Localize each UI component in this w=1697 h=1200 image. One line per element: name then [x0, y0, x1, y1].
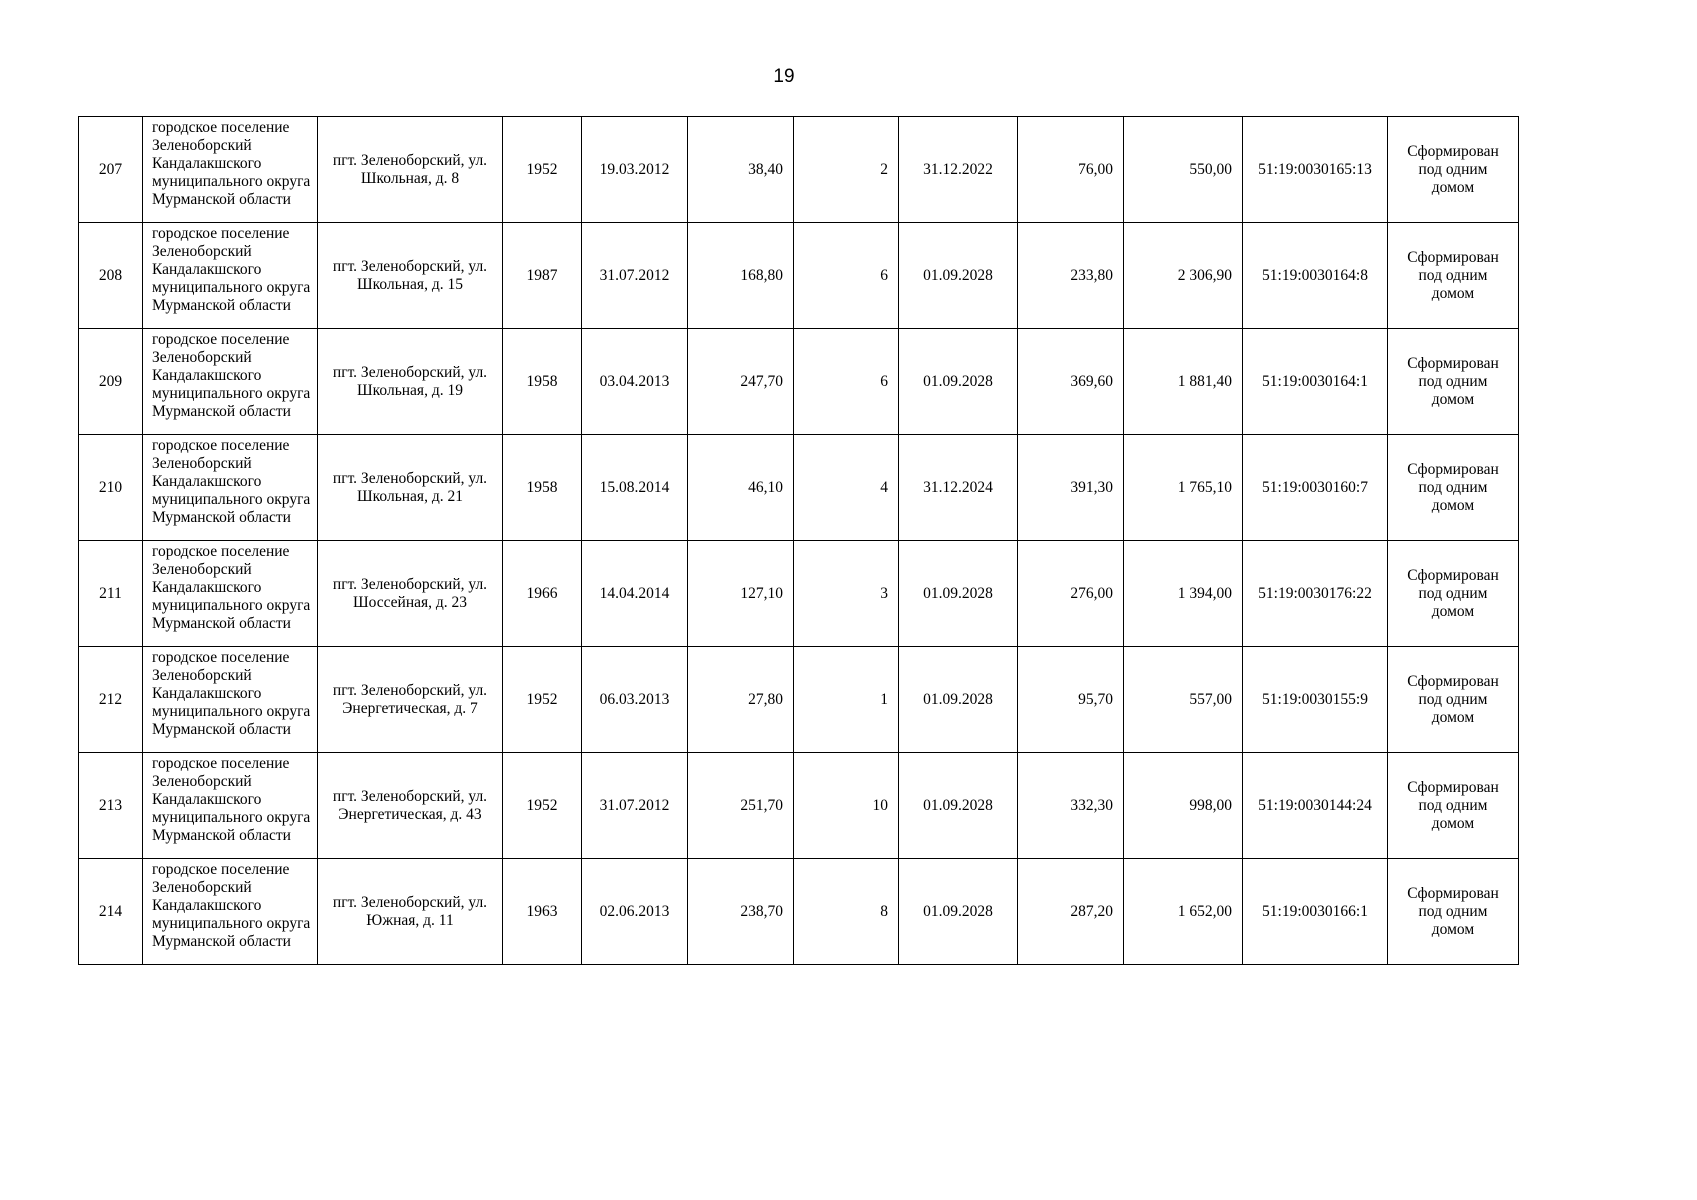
status-cell: Сформирован под одним домом [1388, 117, 1519, 223]
area2-cell: 391,30 [1018, 435, 1124, 541]
address-cell: пгт. Зеленоборский, ул. Южная, д. 11 [318, 859, 503, 965]
date-cell: 19.03.2012 [582, 117, 688, 223]
land-area-cell: 1 652,00 [1124, 859, 1243, 965]
status-cell: Сформирован под одним домом [1388, 859, 1519, 965]
year-cell: 1952 [503, 753, 582, 859]
land-area-cell: 1 765,10 [1124, 435, 1243, 541]
residents-cell: 4 [794, 435, 899, 541]
area2-cell: 276,00 [1018, 541, 1124, 647]
address-cell: пгт. Зеленоборский, ул. Энергетическая, д. 7 [318, 647, 503, 753]
land-area-cell: 550,00 [1124, 117, 1243, 223]
area2-cell: 233,80 [1018, 223, 1124, 329]
year-cell: 1958 [503, 435, 582, 541]
deadline-cell: 01.09.2028 [899, 541, 1018, 647]
residents-cell: 1 [794, 647, 899, 753]
date-cell: 31.07.2012 [582, 223, 688, 329]
municipality-cell: городское поселение Зеленоборский Кандалакшского муниципального округа Мурманской области [143, 329, 318, 435]
area-cell: 251,70 [688, 753, 794, 859]
residents-cell: 8 [794, 859, 899, 965]
table-row [79, 647, 1519, 753]
area2-cell: 76,00 [1018, 117, 1124, 223]
status-cell: Сформирован под одним домом [1388, 541, 1519, 647]
area2-cell: 95,70 [1018, 647, 1124, 753]
cadastral-number-cell: 51:19:0030165:13 [1243, 117, 1388, 223]
address-cell: пгт. Зеленоборский, ул. Школьная, д. 8 [318, 117, 503, 223]
status-cell: Сформирован под одним домом [1388, 223, 1519, 329]
status-cell: Сформирован под одним домом [1388, 753, 1519, 859]
municipality-cell: городское поселение Зеленоборский Кандалакшского муниципального округа Мурманской области [143, 435, 318, 541]
table-row [79, 435, 1519, 541]
residents-cell: 6 [794, 329, 899, 435]
row-number-cell: 212 [79, 647, 143, 753]
row-number-cell: 214 [79, 859, 143, 965]
area-cell: 46,10 [688, 435, 794, 541]
date-cell: 14.04.2014 [582, 541, 688, 647]
residents-cell: 10 [794, 753, 899, 859]
land-area-cell: 1 881,40 [1124, 329, 1243, 435]
year-cell: 1966 [503, 541, 582, 647]
date-cell: 15.08.2014 [582, 435, 688, 541]
row-number-cell: 208 [79, 223, 143, 329]
deadline-cell: 31.12.2022 [899, 117, 1018, 223]
address-cell: пгт. Зеленоборский, ул. Школьная, д. 21 [318, 435, 503, 541]
deadline-cell: 31.12.2024 [899, 435, 1018, 541]
municipality-cell: городское поселение Зеленоборский Кандалакшского муниципального округа Мурманской области [143, 223, 318, 329]
area-cell: 247,70 [688, 329, 794, 435]
status-cell: Сформирован под одним домом [1388, 647, 1519, 753]
row-number-cell: 207 [79, 117, 143, 223]
cadastral-number-cell: 51:19:0030155:9 [1243, 647, 1388, 753]
area-cell: 27,80 [688, 647, 794, 753]
year-cell: 1952 [503, 647, 582, 753]
table-body [79, 117, 1519, 965]
date-cell: 02.06.2013 [582, 859, 688, 965]
municipality-cell: городское поселение Зеленоборский Кандалакшского муниципального округа Мурманской области [143, 753, 318, 859]
residents-cell: 3 [794, 541, 899, 647]
municipality-cell: городское поселение Зеленоборский Кандалакшского муниципального округа Мурманской области [143, 859, 318, 965]
table-row [79, 223, 1519, 329]
address-cell: пгт. Зеленоборский, ул. Шоссейная, д. 23 [318, 541, 503, 647]
area-cell: 127,10 [688, 541, 794, 647]
table-row [79, 859, 1519, 965]
deadline-cell: 01.09.2028 [899, 329, 1018, 435]
row-number-cell: 211 [79, 541, 143, 647]
cadastral-number-cell: 51:19:0030144:24 [1243, 753, 1388, 859]
row-number-cell: 213 [79, 753, 143, 859]
deadline-cell: 01.09.2028 [899, 859, 1018, 965]
area-cell: 38,40 [688, 117, 794, 223]
address-cell: пгт. Зеленоборский, ул. Школьная, д. 15 [318, 223, 503, 329]
table-row [79, 753, 1519, 859]
area2-cell: 332,30 [1018, 753, 1124, 859]
land-area-cell: 2 306,90 [1124, 223, 1243, 329]
municipality-cell: городское поселение Зеленоборский Кандалакшского муниципального округа Мурманской области [143, 647, 318, 753]
deadline-cell: 01.09.2028 [899, 753, 1018, 859]
page-number: 19 [773, 66, 795, 87]
table-row [79, 329, 1519, 435]
residents-cell: 6 [794, 223, 899, 329]
status-cell: Сформирован под одним домом [1388, 329, 1519, 435]
area2-cell: 369,60 [1018, 329, 1124, 435]
year-cell: 1987 [503, 223, 582, 329]
table-row [79, 117, 1519, 223]
cadastral-number-cell: 51:19:0030160:7 [1243, 435, 1388, 541]
date-cell: 03.04.2013 [582, 329, 688, 435]
table-row [79, 541, 1519, 647]
cadastral-number-cell: 51:19:0030166:1 [1243, 859, 1388, 965]
residents-cell: 2 [794, 117, 899, 223]
row-number-cell: 210 [79, 435, 143, 541]
deadline-cell: 01.09.2028 [899, 647, 1018, 753]
year-cell: 1963 [503, 859, 582, 965]
year-cell: 1952 [503, 117, 582, 223]
area-cell: 168,80 [688, 223, 794, 329]
land-area-cell: 557,00 [1124, 647, 1243, 753]
cadastral-number-cell: 51:19:0030164:1 [1243, 329, 1388, 435]
cadastral-number-cell: 51:19:0030164:8 [1243, 223, 1388, 329]
municipality-cell: городское поселение Зеленоборский Кандалакшского муниципального округа Мурманской области [143, 117, 318, 223]
address-cell: пгт. Зеленоборский, ул. Школьная, д. 19 [318, 329, 503, 435]
municipality-cell: городское поселение Зеленоборский Кандалакшского муниципального округа Мурманской области [143, 541, 318, 647]
land-area-cell: 998,00 [1124, 753, 1243, 859]
year-cell: 1958 [503, 329, 582, 435]
housing-registry-table [78, 116, 1519, 965]
date-cell: 06.03.2013 [582, 647, 688, 753]
date-cell: 31.07.2012 [582, 753, 688, 859]
status-cell: Сформирован под одним домом [1388, 435, 1519, 541]
area2-cell: 287,20 [1018, 859, 1124, 965]
cadastral-number-cell: 51:19:0030176:22 [1243, 541, 1388, 647]
land-area-cell: 1 394,00 [1124, 541, 1243, 647]
address-cell: пгт. Зеленоборский, ул. Энергетическая, д. 43 [318, 753, 503, 859]
row-number-cell: 209 [79, 329, 143, 435]
area-cell: 238,70 [688, 859, 794, 965]
deadline-cell: 01.09.2028 [899, 223, 1018, 329]
